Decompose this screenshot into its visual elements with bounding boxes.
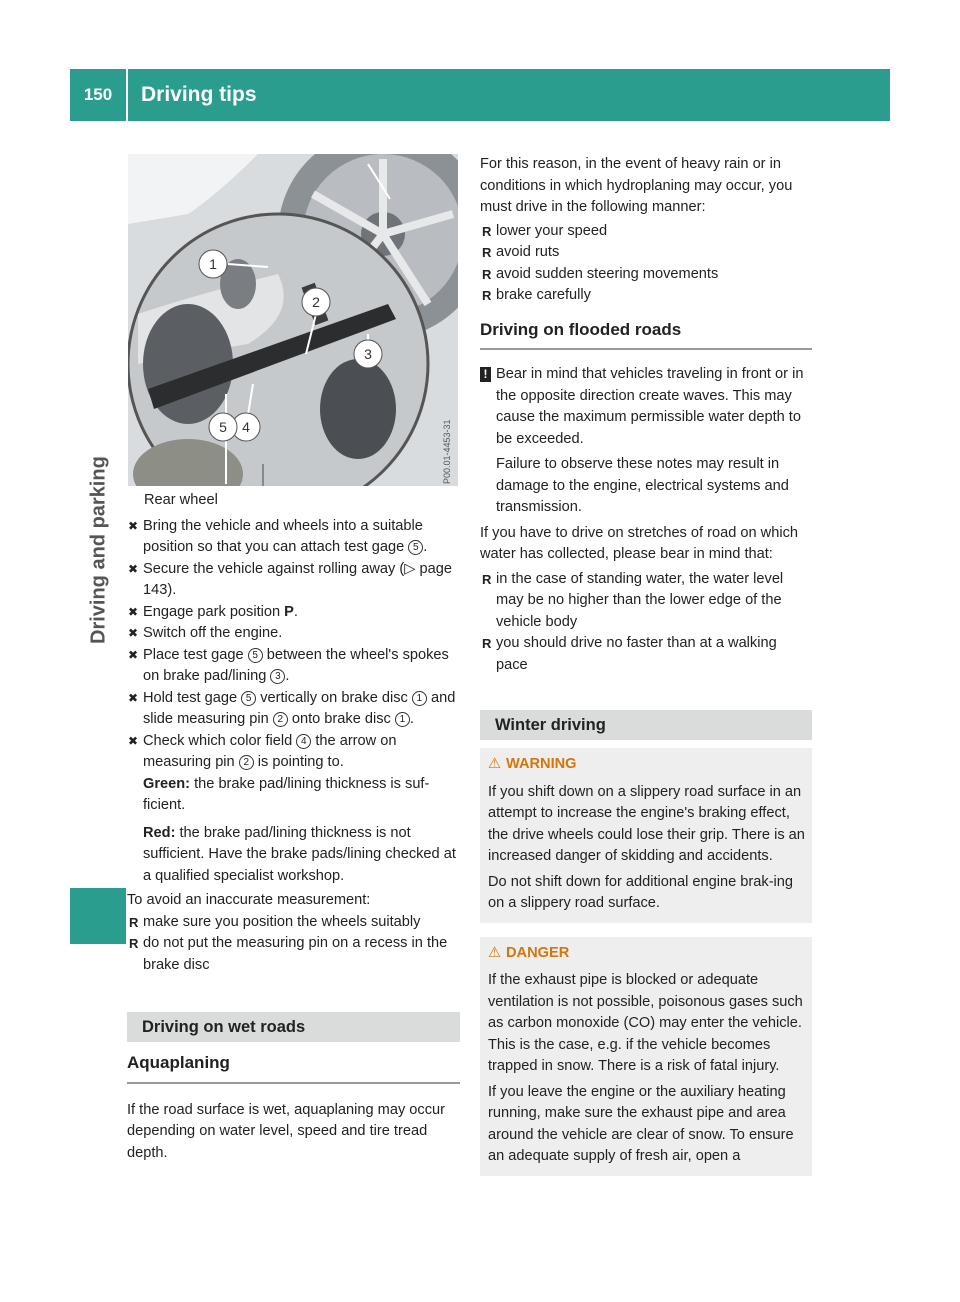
step-arrow-icon: ✖ [128, 518, 139, 533]
notice-block [480, 364, 812, 519]
warning-triangle-icon: ⚠ [488, 756, 502, 772]
flooded-intro: If you have to drive on stretches of road on which water has collected, please bear in mind that: [480, 524, 798, 562]
rain-intro: For this reason, in the event of heavy rain or in conditions in which hydroplaning may occur, you must drive in the following manner: [480, 156, 793, 215]
list-item: R avoid sudden steering movements [480, 264, 812, 286]
page-title: Driving tips [141, 83, 257, 106]
green-text: the brake pad/lining thickness is suf-ficient. [143, 775, 430, 813]
left-column [127, 490, 460, 1164]
ref-marker: 5 [408, 540, 423, 555]
list-item: R do not put the measuring pin on a recess in the brake disc [129, 935, 448, 973]
step-arrow-icon: ✖ [128, 604, 139, 619]
bullet-icon: R [482, 245, 492, 260]
chapter-side-label: Driving and parking [87, 456, 110, 644]
svg-text:1: 1 [209, 256, 217, 272]
aquaplaning-text: If the road surface is wet, aquaplaning may occur depending on water level, speed and tire tread depth. [127, 1101, 445, 1161]
list-item: R brake carefully [480, 285, 812, 307]
avoid-intro: To avoid an inaccurate measurement: [127, 892, 371, 908]
chapter-marker [70, 888, 126, 944]
image-code: P00.01-4453-31 [442, 419, 452, 484]
list-item: R in the case of standing water, the water level may be no higher than the lower edge of the vehicle body [482, 570, 784, 630]
warning-heading: ⚠ WARNING [488, 754, 806, 776]
svg-text:2: 2 [312, 294, 320, 310]
warning-box [480, 748, 812, 923]
notice-icon: ! [480, 367, 491, 382]
step-4: ✖ Switch off the engine. [127, 623, 460, 645]
photo-caption: Rear wheel [144, 492, 218, 508]
notice-text-1: Bear in mind that vehicles traveling in front or in the opposite direction create waves. This may cause the maximum permissible water depth to be exceeded. [496, 366, 804, 447]
step-2: ✖ Secure the vehicle against rolling away (▷ page 143). [128, 560, 452, 598]
warning-text-2: Do not shift down for additional engine brak-ing on a slippery road surface. [488, 873, 794, 911]
warning-text-1: If you shift down on a slippery road surface in an attempt to increase the engine's braking effect, the drive wheels could lose their grip. There is an increased danger of skidding and accidents. [488, 783, 805, 864]
step-7: ✖ Check which color field 4 the arrow on measuring pin 2 is pointing to. Green: the brake pad/lining thickness is suf-ficient. [128, 732, 430, 813]
right-column [480, 154, 812, 1176]
callout-5 [209, 413, 237, 441]
danger-text-2: If you leave the engine or the auxiliary heating running, make sure the exhaust pipe and area around the vehicle are clear of snow. To ensure an adequate supply of fresh air, open a [488, 1083, 794, 1164]
bullet-icon: R [482, 223, 492, 239]
subheading-aquaplaning: Aquaplaning [127, 1052, 460, 1084]
page-ref-link[interactable]: page 143 [143, 560, 452, 598]
callout-3 [354, 340, 382, 368]
wheel-illustration [128, 154, 458, 486]
green-label: Green: [143, 775, 191, 792]
callout-1 [199, 250, 227, 278]
list-item: R avoid ruts [480, 242, 812, 264]
svg-text:4: 4 [242, 419, 250, 435]
bullet-icon: R [482, 636, 492, 651]
step-arrow-icon: ✖ [128, 733, 139, 748]
danger-heading: ⚠ DANGER [488, 943, 806, 965]
step-3: ✖ Engage park position P. [127, 602, 460, 624]
red-text: the brake pad/lining thickness is not sufficient. Have the brake pads/lining checked at a qualified specialist workshop. [143, 824, 456, 884]
red-label: Red: [143, 824, 176, 841]
svg-text:5: 5 [219, 419, 227, 435]
step-arrow-icon: ✖ [128, 561, 139, 576]
page-number: 150 [83, 85, 113, 104]
list-item: R lower your speed [480, 221, 812, 243]
bullet-icon: R [482, 266, 492, 282]
header-divider [126, 69, 128, 121]
svg-text:3: 3 [364, 346, 372, 362]
rear-wheel-photo [128, 154, 458, 486]
danger-text-1: If the exhaust pipe is blocked or adequate ventilation is not possible, poisonous gases such as carbon monoxide (CO) may enter the vehicle. This is the case, e.g. if the vehicle becomes trapped in snow. There is a risk of fatal injury. [488, 972, 803, 1074]
bullet-icon: R [129, 914, 139, 930]
bullet-icon: R [482, 571, 492, 587]
step-arrow-icon: ✖ [128, 647, 139, 662]
list-item: R make sure you position the wheels suitably [127, 912, 460, 934]
step-arrow-icon: ✖ [128, 690, 139, 705]
danger-box [480, 937, 812, 1176]
list-item: R you should drive no faster than at a walking pace [482, 635, 777, 673]
bullet-icon: R [482, 288, 492, 303]
subheading-flooded-roads: Driving on flooded roads [480, 319, 812, 351]
bullet-icon: R [129, 936, 139, 951]
section-heading-wet-roads: Driving on wet roads [127, 1012, 460, 1042]
notice-text-2: Failure to observe these notes may result in damage to the engine, electrical systems and transmission. [496, 456, 789, 515]
step-arrow-icon: ✖ [128, 626, 139, 640]
page-ref-arrow-icon: ▷ [404, 560, 420, 577]
red-result [127, 823, 460, 888]
callout-2 [302, 288, 330, 316]
step-6: ✖ Hold test gage 5 vertically on brake disc 1 and slide measuring pin 2 onto brake disc 1 . [128, 689, 456, 727]
step-5: ✖ Place test gage 5 between the wheel's spokes on brake pad/lining 3 . [128, 646, 449, 684]
step-1: ✖ Bring the vehicle and wheels into a suitable position so that you can attach test gage 5 . [128, 517, 428, 555]
danger-triangle-icon: ⚠ [488, 944, 502, 961]
section-heading-winter-driving: Winter driving [480, 710, 812, 740]
